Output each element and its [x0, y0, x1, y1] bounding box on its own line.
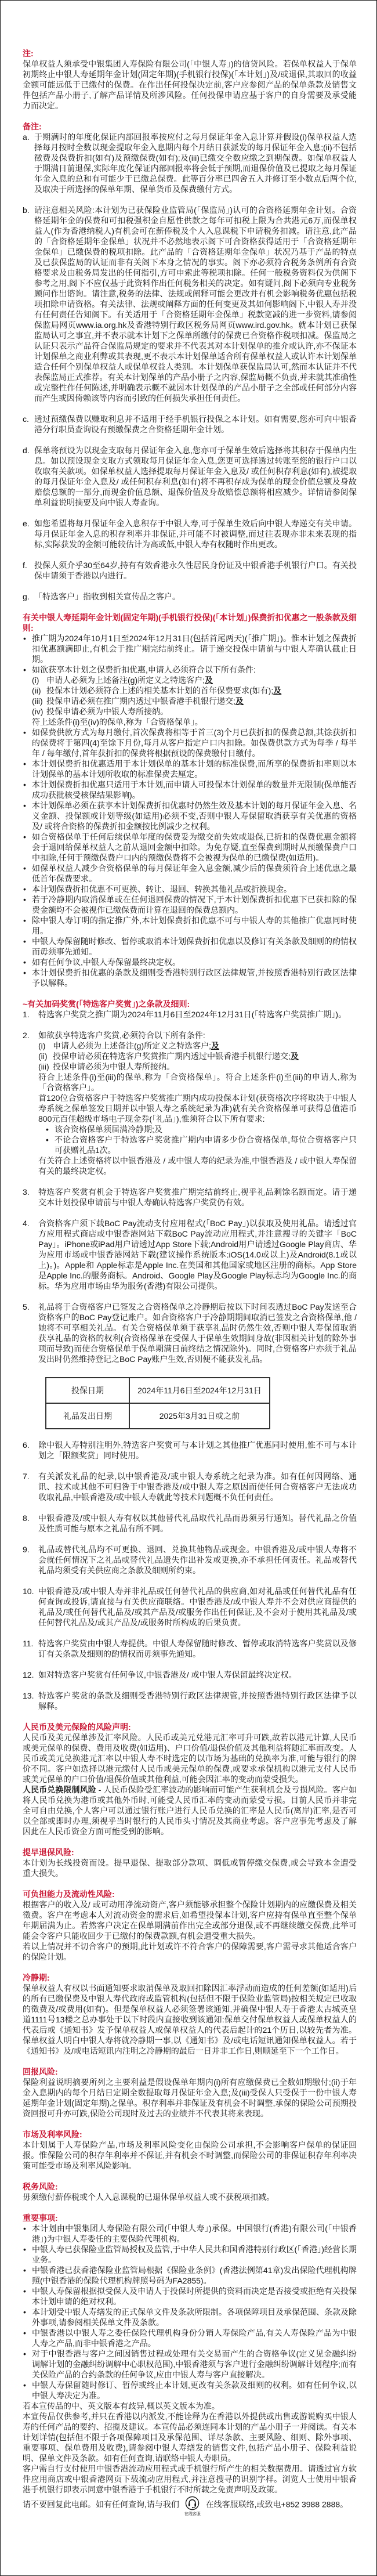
remark-label: f.: [23, 561, 27, 570]
item-number: 11.: [23, 1639, 34, 1648]
condition-item: [32, 706, 357, 717]
condition-and: 及: [205, 675, 213, 685]
discount-bullet: • 本计划保费折扣优惠只适用于本计划,而申请人可投保本计划保单的数量并无限制(保单能否成功获批核受核保结果影响)。: [23, 779, 357, 800]
bonus-item-6: [23, 1440, 357, 1461]
remark-label: c.: [23, 414, 29, 424]
condition-text: 申请人必须为上述备注(g)所定义之特选客户;: [53, 1041, 211, 1050]
remark-text: 请注意相关风险:本计划为已获保险业监管局(「保监局」)认可的合资格延期年金计划。合资格延期年金的保费和可扣税强积金自愿性供款之每年可扣税上限为合共港元6万,而保单权益人(作为香港纳税人)有机会可在薪俸税及个人入息课税下申请税务扣减。请注意,此产品的「合资格延期年金保单」状况并不必然地表示阁下可合资格获得适用于「合资格延期年金保单」已缴保费的税项扣除。此产品的「合资格延期年金保单」状况乃基于产品的特点及已获保监局的认证而非有关阁下本身之情况的事实。阁下亦必须符合税务条例所有合资格要求及由税务局发出的任何指引,方可申索此等税项扣除。任何一般税务资料仅为供阁下参考之用,阁下不应仅基于此资料作出任何税务相关的决定。如有疑问,阁下必须向专业税务顾问作出谘询。请注意,税务的法律、法规或阐释可能会更改并有机会影响税务优惠包括税项扣除申请资格。有关法律、法规或阐释方面的任何变更及其如何影响阁下,中银人寿并没有任何责任告知阁下。有关适用于「合资格延期年金保单」税款宽减的进一步资料,请参阅保监局网页www.ia.org.hk及香港特别行政区税务局网页www.ird.gov.hk。就本计划已获保监局认可之事宜,并不表示就本计划下之保单所缴付的保费已合资格作税项扣减。保监局之认证只表示产品符合保监局规定的要求并不代表其对本计划保单的推介或认许,亦不保证本计划保单之商业利弊或其表现,更不表示本计划保单适合所有保单权益人或认许本计划保单适合任何个别保单权益人或保单权益人类别。本计划保单获保监局认可,然而本认证并不代表保监局正式推荐。有关本计划保单的产品小册子之内容,保监局概不负责,并未就其准确性或完整性作任何陈述,并明确表示概不就因本计划保单的产品小册子之全部或任何部分内容而产生或因倚赖该等内容而引致的任何损失承担任何责任。: [34, 205, 357, 403]
market-rate-risk-body: 本计划属于人寿保险产品,市场及利率风险变化由保险公司承担,不会影响客户保单的保证回报。惟保险公司的积存年利率并不保证,并有机会不时调整,而保险公司的非保证积存年利率决策可能受市场及利率风险影响。: [23, 2140, 357, 2170]
table-row: [46, 1403, 270, 1429]
rmb-conversion-risk: [23, 1784, 357, 1837]
item-number: 1.: [23, 1010, 30, 1019]
remark-item-g: [23, 591, 357, 602]
rmb-risk-heading: 人民币及美元保险的风险声明:: [23, 1722, 131, 1732]
discount-bullet: • 推广期为2024年10月1日至2024年12月31日(包括首尾两天)(「推广期」)。惟本计划之保费折扣优惠额满即止,有机会于推广期完结前终止。请于递交投保申请前与中银人寿确认截止日期。: [23, 633, 357, 664]
bonus-item-13: [23, 1690, 357, 1711]
table-cell-application-date-label: 投保日期: [46, 1378, 129, 1403]
discount-bullet: • 本计划保费折扣优惠的条款及细则受香港特别行政区法律规管,并按照香港特别行政区法律予以解释。: [23, 967, 357, 988]
discount-bullet: • 如有任何争议,中银人寿保留最终决定权。: [23, 957, 357, 967]
item-text: 如对特选客户奖赏有任何争议,中银香港及/ 或中银人寿保留最终决定权。: [38, 1670, 297, 1679]
condition-and: 及: [211, 1041, 219, 1050]
important-bullet: • 对于中银香港与客户之间因销售过程或处理有关交易而产生的合资格争议(定义见金融纠纷调解计划的金融纠纷调解中心职权范围),中银香港须与客户进行金融纠纷调解计划程序;而有关保险产品的合约条款的任何争议,应由中银人寿与客户直接解决。: [23, 2349, 357, 2380]
remark-item-e: [23, 518, 357, 550]
condition-text: 投保申请必须在特选客户奖赏推广期内透过中银香港手机银行递交;: [53, 1052, 291, 1061]
bonus-conditions-close: 有关符合上述资格将以中银香港及 / 或中银人寿的纪录为准,中银香港及 / 或中银人寿保留有关的最终决定权。: [38, 1156, 357, 1176]
bonus-item-11: [23, 1638, 357, 1659]
remark-item-d: [23, 445, 357, 508]
important-notes-heading: 重要事项:: [23, 2213, 58, 2223]
condition-text: 投保申请必须为中银人寿所接纳。: [53, 1062, 175, 1071]
item-text: 特选客户奖赏之推广期为2024年11月6日至2024年12月31日(「特选客户奖赏推广期」)。: [38, 1010, 347, 1019]
discount-bullet: • 本计划保单必须在获享本计划保费折扣优惠时仍然生效及基本计划的每月保证年金入息、名义金额、投保额或计划等级(如适用)必须不变,否则中银人寿保留取消获享有关优惠的资格及/ 或将合资格的保费折扣金额按比例减少之权利。: [23, 800, 357, 832]
bonus-item-2: [23, 1030, 357, 1176]
condition-text: 申请人必须为上述备注(g)所定义之特选客户;: [46, 675, 205, 685]
condition-text: 投保申请必须在推广期内透过中银香港手机银行递交;: [46, 696, 235, 706]
footer-contact: [23, 2495, 357, 2516]
remark-text: 投保人须介乎30至64岁,持有有效香港永久性居民身份证及中银香港手机银行户口。有关投保申请须于香港以内进行。: [34, 561, 357, 580]
bonus-item-3: [23, 1187, 357, 1208]
remarks-heading: 备注:: [23, 122, 42, 131]
bonus-gift-text: 首120位合资格客户于特选客户奖赏推广期内成功投保本计划(获资格次序将取决于中银人寿系统之保单签发日期并以中银人寿之系统纪录为准)就有关合资格保单可获得总值港币800元百佳超级市场电子现金券(「礼品」),惟须符合以下所有要求:: [38, 1093, 357, 1123]
condition-item: [32, 685, 357, 696]
promotion-disclaimer: 本宣传品仅供参考,并只在香港以内派发,不能诠释为在香港以外提供或出售或游说购买中银人寿的任何产品的要约、招揽及建议。本宣传品必须连同本计划的产品小册子一并阅读。有关本计划详情(包括但不限于各项保障项目及承保范围、详尽条款、主要风险、细则、除外事项、重要事项、保单费用及收费),请参阅中银人寿缮发的销售文件,包括产品小册子、保险利益说明、保单文件及条款。如有任何查询,请联络中银人寿职员。: [23, 2412, 357, 2463]
bonus-item-9: [23, 1544, 357, 1576]
remark-item-c: [23, 414, 357, 435]
remark-label: b.: [23, 205, 30, 215]
bonus-qualify-text: 符合上述条件(i)至(iii)的保单,称为「合资格保单」。符合上述条件(i)至(iii)的申请人,称为「合资格客户」。: [38, 1072, 357, 1092]
market-rate-risk-heading: 市场及利率风险:: [23, 2130, 82, 2139]
item-text: 合资格客户须下载BoC Pay流动支付应用程式(「BoC Pay」)以获取及使用礼品。请透过官方应用程式商店或中银香港网站下载BoC Pay流动应用程式,并注意搜寻的关键字「BoC Pay」。iPhone或iPad用户请透过App Store下载;Android用户请透过Google Play商店、华为应用市场或中银香港网站下载(建议操作系统版本:iOS(14.0或以上)及Android(8.1或以上)。)。Apple和 Apple标志是Apple Inc.在美国和其他国家或地区注册的商标。App Store是Apple Inc.的服务商标。Android、Google Play及Google Play标志均为Google Inc.的商标。华为应用市场由华为服务(香港)有限公司提供。: [38, 1219, 357, 1291]
condition-label: (ii): [32, 686, 41, 695]
discount-conditions-intro: • 如欲获享本计划之保费折扣优惠,申请人必须符合以下所有条件:: [32, 665, 256, 674]
affordability-body-1: 根据客户的收入及/ 或可动用净流动资产,客户须能够承担整个保险计划期内的应缴保费及相关徵费。客户在考虑本人对流动资金的需求后,如希望投保本计划,客户应持有保单直至整个保单年期届满为止。若然客户决定在保单期满前作出完全或部分退保,或不再继续缴交保费,此举可能会令客户只能收回少于已缴付的保费款额,有机会遭受重大损失。: [23, 1900, 357, 1941]
data-fee-disclaimer: 客户需自行支付使用中银香港流动应用程式或手机银行所产生的相关数据费用。请透过官方软件应用商店或中银香港网页下载流动应用程式,并注意搜寻的识别字样。浏览人士使用中银香港手机银行即表示同意中银香港于手机银行不时所载之免责声明及政策。: [23, 2464, 357, 2494]
discount-bullet: • 若于冷静期内取消保单或在任何退回保费的情况下,于本计划保费折扣优惠下已获扣除的保费金额均不会被视作已缴保费而计算在退回的保费总额内。: [23, 894, 357, 915]
condition-item: [38, 1061, 357, 1072]
item-number: 6.: [23, 1440, 30, 1450]
condition-label: (iv): [32, 707, 44, 716]
bonus-sub-bullet: • 该合资格保单须届满冷静期;及: [46, 1124, 357, 1135]
condition-label: (iii): [38, 1062, 49, 1071]
bonus-item-7: [23, 1471, 357, 1502]
condition-label: (iii): [32, 696, 43, 706]
affordability-body-2: 若以上情况并不切合客户的预期,此计划或许不符合客户的保障需要,客户需寻求其他适合客户的保险计划。: [23, 1942, 357, 1961]
item-text: 礼品或替代礼品均不可更换、退回、兑换其他物品或现金。中银香港及/或中银人寿将不会就任何情况下之礼品或替代礼品遗失作出补发或更换,亦不承担任何责任。礼品或替代礼品均须受有关供应商之条款及细则所约束。: [38, 1545, 357, 1575]
rmb-risk-body: 人民币及美元保单涉及汇率风险。人民币或美元兑港元汇率可升可跌,故若以港元计算,人民币或美元保单的保费、费用及收费(如适用)、户口价值/退保价值及其他利益将随汇率而改变。人民币或美元兑换港元汇率以中银人寿不时选定的以市场为基础的兑换率为准,可能与银行的牌价不同。客户如选择以港元缴付人民币或美元保单的保费,或要求承保机构以港元支付人民币或美元保单的户口价值/退保价值或其他利益,可能会因汇率的变动而蒙受损失。: [23, 1733, 357, 1784]
table-cell-application-date-value: 2024年11月6日至2024年12月31日: [129, 1378, 270, 1403]
item-number: 10.: [23, 1587, 34, 1596]
discount-bullet: • 本计划保费折扣优惠不可更换、转让、退回、转换其他礼品或折换现金。: [23, 884, 357, 894]
important-bullet: • 中银香港以中银人寿之委任保险代理机构身份分销人寿保险产品,有关人寿保险产品为中银人寿之产品,而非中银香港之产品。: [23, 2328, 357, 2349]
online-chat-button[interactable]: [184, 2496, 201, 2517]
return-risk-body: 保险利益说明摘要所列之主要利益是假设保单年期内(i)所有应缴保费已全数如期缴付;(ii)于年金入息期内的每个月结日定期全数提取每月保证年金入息;及(iii)受保人只受保于一份中银人寿延期年金计划(固定年期)之保单。积存利率并非保证及有机会不时调整,承保的保险公司预期投资回报可升亦可跌,保险公司现时及过去的业绩并不代表其将来表现。: [23, 2078, 357, 2118]
remark-text: 如您希望将每月保证年金入息积存于中银人寿,可于保单生效后向中银人寿递交有关申请。每月保证年金入息的积存利率并非保证,并可能不时被调整,而过往表现亦非未来表现的指标,实际获发的金额可能较估计为高或低,中银人寿有权随时作出更改。: [34, 519, 357, 549]
bonus-terms-heading: ~有关加码奖赏(「特选客户奖赏」)之条款及细则:: [23, 999, 190, 1009]
language-version-note: 若本宣传品的中、英文版本有歧异,概以英文版本为准。: [23, 2401, 220, 2411]
table-cell-gift-date-value: 2025年3月31日或之前: [129, 1403, 270, 1429]
item-text: 礼品将于合资格客户已签发之合资格保单之冷静期后按以下时间表透过BoC Pay发送至合资格客户的BoC Pay登记账户。如合资格客户于冷静期期间取消已签发之合资格保单,他 / 她将不可享相关礼品。有关合资格保单须于获享礼品时仍然生效,否则中银人寿保留取消获享礼品的资格的权利(合资格保单在受保人于保单生效期间身故(非因相关计划的除外事项而导致)而使合资格保单于保单期满日前终结之情况除外)。同时,合资格客户亦须于礼品发出时仍然维持登记之BoC Pay账户生效,否则便不能获发礼品。: [38, 1302, 357, 1364]
discount-bullet: • 本计划保费折扣优惠适用于本计划保单的基本计划的标准保费,而所享的保费折扣率则以本计划保单的基本计划所收取的标准保费去厘定。: [23, 758, 357, 779]
remark-item-b: [23, 205, 357, 403]
item-text: 除中银人寿特别注明外,特选客户奖赏可与本计划之其他推广优惠同时使用,惟不可与本计划之「限额奖赏」同时使用。: [38, 1440, 357, 1460]
bonus-item-8: [23, 1513, 357, 1534]
condition-item: [32, 675, 357, 685]
cooling-off-body: 保单权益人有权以书面通知要求取消保单及取回扣除因汇率浮动而造成的任何差额(如适用)后的所有已缴保费及中银人寿代政府或监管机构(包括但不限于保险业监管局)按相关规定已收取的徵费及/或费用(如有)。但是保单权益人必须签署该通知,并确保中银人寿于香港太古城英皇道1111号13楼之总办事处于以下时段内直接收到该通知:保单交付保单权益人或保单权益人的代表后或《通知书》发予保单权益人或保单权益人的代表后起计的21个历日,以较先者为准。保单权益人明白中银人寿将就冷静期一事,以《通知书》及/或电话短讯通知保单权益人。若于《通知书》及/或电话短讯内注明之冷静期的最后一日并非工作日,则顺延至下一个工作日。: [23, 1984, 357, 2055]
rmb-conversion-rest: - 人民币保险受汇率波动的影响而可能产生获利机会及亏损风险。客户如将人民币兑换为港币或其他外币时,可能受人民币汇率的变动而蒙受亏损。目前人民币并非完全可自由兑换,个人客户可以通过银行账户进行人民币兑换的汇率是人民币(离岸)汇率,是否可以全部或即时办理,须视乎当时银行的人民币头寸情况及其商业考虑。客户应事先考虑及了解因此在人民币资金方面可能受到的影响。: [23, 1785, 357, 1836]
discount-bullet: • 中银人寿保留随时修改、暂停或取消本计划保费折扣优惠以及修订有关条款及细则的酌情权而毋须事先通知。: [23, 936, 357, 957]
discount-conditions-close: 符上述条件(i)至(iv)的保单,称为「合资格保单」。: [32, 717, 203, 727]
condition-item: [32, 696, 357, 706]
gift-schedule-table: [45, 1377, 270, 1429]
bonus-conditions-intro: 如欲获享特选客户奖赏,必须符合以下所有条件:: [38, 1031, 205, 1040]
item-number: 3.: [23, 1187, 30, 1197]
item-number: 9.: [23, 1545, 30, 1554]
remark-text: 保单将预设为以现金支取每月保证年金入息,您亦可于保单生效后选择将其积存于保单内生息。如以预设现金支取方式领取每月保证年金入息,您更可选择透过转账至您的银行户口以收取有关款项。如保单权益人选择提取每月保证年金入息及/ 或任何积存利息(如有),被提取的每月保证年金入息及/ 或任何积存利息(如有)将不再积存成为保单的现金价值总额及身故赔偿总额的一部分,而现金价值总额、退保价值及身故赔偿总额将相应减少。详情请参阅保单利益说明摘要及向中银人寿查询。: [34, 446, 357, 507]
remark-text: 于期满时的年度化保证内部回报率按应付之每月保证年金入息计算并假设(i)保单权益人选择每月按时全数以现金提取年金入息期内每个月结日获派发的每月保证年金入息;(ii)不包括徵费及保费折扣(如有)及预缴保费(如有);及(iii)已缴交全数应缴之到期保费。如保单权益人于期满日前退保,实际年度化保证内部回报率将会低于预期,而退保价值及已提取之每月保证年金入息的总和有可能少于已缴总保费。此等百分率已四舍五入并修订至小数点后两个位,及取决于所选择的保单年期、保单货币及保费缴付方式。: [34, 132, 357, 194]
remark-item-f: [23, 560, 357, 581]
discount-bullet: • 如保费供款方式为每月缴付,首次保费将相等于首三(3)个月已获折扣的保费总额,其馀获折扣的保费将于第四(4)至馀下月份,每月从客户指定户口内扣除。如保费供款方式为每季 / 每半年 / 每年缴付,首年获折扣的保费将根据预设的保费缴付日缴付。: [23, 727, 357, 758]
important-bullet: • 中银人寿已获保险业监管局授权及监管,于中华人民共和国香港特别行政区(「香港」)经营长期业务。: [23, 2244, 357, 2265]
footer-text-pre: 请不要回复此电邮。如有任何查询,请与我们: [23, 2499, 179, 2509]
item-number: 4.: [23, 1219, 30, 1228]
tax-risk-heading: 税务风险:: [23, 2182, 58, 2191]
remark-label: e.: [23, 519, 30, 528]
condition-and: 及: [235, 696, 244, 706]
remark-item-a: [23, 132, 357, 194]
item-number: 2.: [23, 1031, 30, 1040]
item-number: 8.: [23, 1513, 30, 1523]
item-number: 5.: [23, 1302, 30, 1312]
condition-text: 投保申请必须为中银人寿所接纳。: [46, 707, 168, 716]
bonus-item-1: [23, 1009, 357, 1020]
remark-text: 透过预缴保费以赚取利息并不适用于经手机银行投保之本计划。如有需要,您亦可向中银香港分行职员查询设有预缴保费之合资格延期年金计划。: [34, 414, 357, 434]
online-chat-caption: 在线客服: [184, 2512, 201, 2516]
rmb-conversion-lead: 人民币兑换限制风险: [23, 1785, 96, 1794]
discount-terms-heading: 有关中银人寿延期年金计划(固定年期)(手机银行投保)(「本计划」)保费折扣优惠之一般条款及细则:: [23, 613, 357, 633]
discount-bullet-conditions: [23, 664, 357, 727]
table-row: [46, 1378, 270, 1403]
condition-text: 投保本计划必须符合上述的相关基本计划的首年保费要求(如有);: [46, 686, 274, 695]
item-text: 有关派发礼品的纪录,以中银香港及/或中银人寿系统之纪录为准。如有任何因网络、通讯、技术或其他不可归咎于中银香港及/或中银人寿之原因而使任何合资格客户无法成功收取礼品,中银香港及/或中银人寿就此等技术问题概不负任何责任。: [38, 1472, 357, 1502]
remark-label: g.: [23, 592, 30, 601]
item-text: 特选客户奖赏由中银人寿提供。中银人寿保留随时修改、暂停或取消特选客户奖赏以及修订有关条款及细则的酌情权而毋须事先通知。: [38, 1639, 357, 1659]
condition-item: [38, 1040, 357, 1051]
footer-text-post: 在线客服联络,或致电+852 3988 2888。: [205, 2499, 349, 2509]
discount-bullet: • 如合资格保单于任何后续保单年度的保费妥为缴交前失效或退保,已折扣的保费优惠金额将会于退回给保单权益人之前从退回金额中扣除。为免存疑,直至保费到期时从预缴保费户口中扣除,任何于预缴保费户口内的预缴保费将不会被视为保单的已缴保费(如适用)。: [23, 832, 357, 863]
bonus-item-10: [23, 1586, 357, 1628]
item-text: 特选客户奖赏的条款及细则受香港特别行政区法律规管,并按照香港特别行政区法律予以解释。: [38, 1691, 357, 1711]
item-text: 中银香港及/或中银人寿并非礼品或任何替代礼品的供应商,如对礼品或任何替代礼品有任何查询或投诉,请直接与有关供应商联络。中银香港及/或中银人寿并不会对供应商提供的礼品及/或任何替代礼品及/或其产品及/或服务作出任何保证,及不会对于使用其礼品及/或任何替代礼品及/或其产品及/或服务时所构成的后果负责。: [38, 1587, 357, 1627]
condition-item: [38, 1051, 357, 1061]
important-bullet: • 本计划由中银集团人寿保险有限公司(「中银人寿」)承保。中国银行(香港)有限公司(「中银香港」)为中银人寿委任的主要保险代理机构。: [23, 2223, 357, 2244]
condition-label: (ii): [38, 1052, 48, 1061]
tax-risk-body: 毋须缴付薪俸税或个人入息课税的已退休保单权益人或不获税项扣减。: [23, 2192, 274, 2202]
remark-label: a.: [23, 132, 30, 142]
remark-label: d.: [23, 446, 30, 455]
item-number: 12.: [23, 1670, 34, 1679]
cooling-off-heading: 冷静期:: [23, 1973, 50, 1982]
condition-label: (i): [38, 1041, 46, 1050]
early-surrender-body: 本计划为长线投资而设。提早退保、提取部分款项、调低或暂停缴交保费,或会导致本金遭受重大损失。: [23, 1858, 357, 1878]
note-heading: 注:: [23, 49, 34, 58]
affordability-heading: 可负担能力及流动性风险:: [23, 1889, 115, 1899]
remark-text: 「特选客户」指收到相关宣传品之客户。: [34, 592, 180, 601]
discount-bullet: • 如保单权益人减少合资格保单的每月保证年金入息金额,减少后的保费须符合上述优惠之最低首年保费要求。: [23, 863, 357, 884]
table-cell-gift-date-label: 礼品发出日期: [46, 1403, 129, 1429]
bonus-sub-bullet: • 不论合资格客户于特选客户奖赏推广期内申请多少份合资格保单,每位合资格客户只可获赠礼品1次。: [46, 1135, 357, 1155]
note-body: 保单权益人须承受中银集团人寿保险有限公司(「中银人寿」)的信贷风险。若保单权益人于保单初期终止中银人寿延期年金计划(固定年期)(手机银行投保)(「本计划」)及/或退保,其取回的收益金额可能远低于已缴付的保费。在作出任何投保决定前,客户应参阅产品的保单条款及销售文件包括产品小册子,了解产品详情及所涉风险。任何投保申请应基于客户的自身需要及承受能力而决定。: [23, 59, 357, 110]
item-number: 7.: [23, 1472, 30, 1481]
item-number: 13.: [23, 1691, 34, 1700]
condition-label: (i): [32, 675, 39, 685]
bonus-item-12: [23, 1670, 357, 1680]
item-text: 特选客户奖赏有机会于特选客户奖赏推广期完结前终止,视乎礼品剩馀名额而定。请于递交本计划投保申请前与中银人寿确认特选客户奖赏仍有效。: [38, 1187, 357, 1207]
important-bullet: • 中银人寿保留根据拟受保人及申请人于投保时所提供的资料而决定是否接受或拒绝有关投保本计划申请的绝对权利。: [23, 2286, 357, 2307]
headset-icon: [184, 2496, 200, 2512]
condition-and: 及: [290, 1052, 299, 1061]
early-surrender-heading: 提早退保风险:: [23, 1848, 74, 1857]
bonus-item-5: [23, 1302, 357, 1429]
bonus-item-4: [23, 1218, 357, 1291]
return-risk-heading: 回报风险:: [23, 2067, 58, 2076]
important-bullet: • 本计划受中银人寿缮发的正式保单文件及条款所限制。各项保障项目及承保范围、条款及除外事项,请参阅相关保单文件及条款。: [23, 2307, 357, 2328]
item-text: 中银香港及/或中银人寿有权以其他替代礼品取代礼品而毋须另行通知。替代礼品之价值及性质可能与原本之礼品有所不同。: [38, 1513, 357, 1533]
important-bullet: • 中银人寿保留随时修订、暂停或终止本计划,更改有关条款及细则的权利。如有任何争议,以中银人寿决定为准。: [23, 2380, 357, 2401]
important-bullet: • 中银香港已获香港保险业监管局根据《保险业条例》(香港法例第41章)发出保险代理机构牌照(中银香港的保险代理机构牌照号码为FA2855)。: [23, 2265, 357, 2286]
discount-bullet: • 除中银人寿订明的指定推广外,本计划保费折扣优惠不可与中银人寿的其他推广优惠同时使用。: [23, 915, 357, 936]
condition-and: 及: [273, 686, 282, 695]
